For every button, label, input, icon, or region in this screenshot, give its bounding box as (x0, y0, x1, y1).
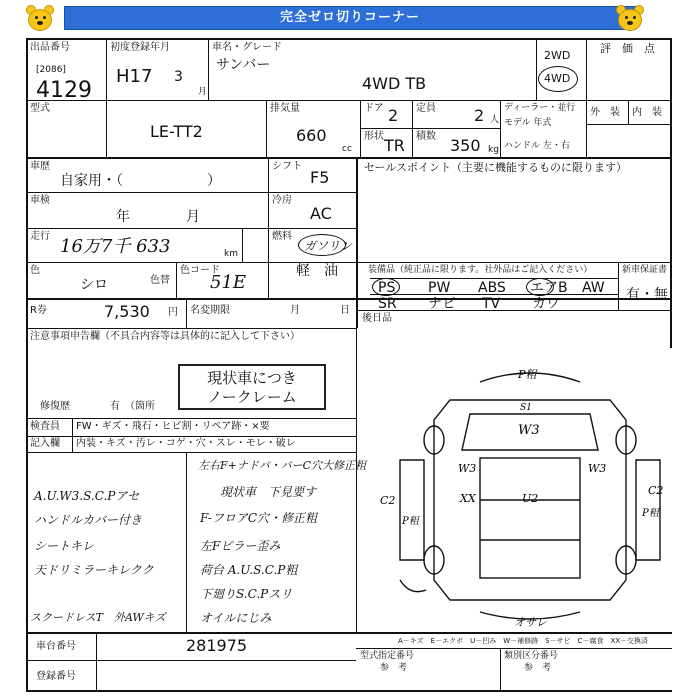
class-number-label: 類別区分番号 (504, 651, 559, 661)
banner-title: 完全ゼロ切りコーナー (64, 6, 636, 30)
damage-legend: A－キズ E－エクボ U－凹み W－補修跡 S－サビ C－腐食 XX－交換済 (398, 637, 649, 645)
lot-sub: [2086] (36, 65, 66, 75)
bear-mascot-icon (24, 3, 56, 33)
stamp-line-2: ノークレーム (207, 388, 297, 406)
shift-value: F5 (310, 168, 330, 187)
repair-label: 修復歴 (40, 401, 70, 412)
bear-mascot-icon (614, 3, 646, 33)
spec-number-label: 型式指定番号 (360, 651, 415, 661)
equip-airbag: エアB (530, 280, 568, 296)
equip-abs: ABS (478, 280, 506, 296)
shape-value: TR (384, 136, 405, 155)
handwritten-note: シートキレ (34, 539, 94, 553)
price-unit: 円 (168, 307, 178, 318)
diagram-label-w3: W3 (518, 423, 540, 438)
inspector-label: 検査員 (30, 421, 60, 432)
color-code-value: 51E (210, 272, 247, 293)
load-label: 積数 (416, 131, 436, 142)
reg-label: 初度登録年月 (110, 42, 170, 53)
reg-month: 3 (174, 69, 183, 85)
drive-label: 2WD (544, 49, 571, 62)
handwritten-note: F-フロアC穴・修正粗 (200, 511, 318, 525)
handwritten-note: 天ドリミラーキレクク (34, 563, 154, 577)
diagram-label-w3: W3 (458, 462, 477, 475)
load-unit: kg (488, 145, 499, 155)
handwritten-note: 荷台 A.U.S.C.P粗 (200, 563, 298, 577)
diagram-label-u2: U2 (522, 492, 539, 505)
lot-number: 4129 (36, 78, 92, 103)
no-claim-stamp (178, 364, 326, 410)
equip-airbag-circle (526, 278, 554, 296)
fuel-gas: ガソリン (304, 239, 353, 253)
mileage-unit: km (224, 249, 238, 259)
car-damage-diagram (380, 360, 670, 630)
color-code-label: 色コード (180, 265, 220, 276)
handwritten-note: 左右F+ナドパ・バーC穴大修正粗 (198, 459, 367, 472)
spec-ref-label: 参 考 (380, 663, 408, 673)
warranty-label: 新車保証書 (622, 265, 668, 275)
handwritten-note: ハンドルカバー付き (34, 513, 143, 527)
color-change-label: 色替 (150, 275, 170, 286)
mileage-label: 走行 (30, 231, 50, 242)
reg-month-unit: 月 (198, 87, 208, 97)
diagram-label-w3: W3 (588, 462, 607, 475)
equipment-label: 装備品（純正品に限ります。社外品はご記入ください） (368, 265, 593, 275)
change-month: 月 (290, 305, 300, 316)
history-label: 車歴 (30, 161, 50, 172)
inspection-label: 車検 (30, 195, 50, 206)
drive-value: 4WD (544, 72, 571, 85)
dealer-label: ディーラー・並行 (504, 103, 576, 113)
class-ref-label: 参 考 (524, 663, 552, 673)
equip-ps-circle (372, 278, 400, 296)
capacity-label: 定員 (416, 103, 436, 114)
handwritten-note: 下廻りS.C.Pスリ (200, 587, 293, 601)
history-value: 自家用・（ ） (60, 173, 221, 189)
price-value: 7,530 (104, 302, 150, 321)
handwritten-note: 左Fピラー歪み (200, 539, 281, 553)
mileage-value: 16万7千 633 (60, 236, 171, 257)
diagram-label-bottom: オサレ (514, 616, 547, 629)
inspection-month: 月 (186, 209, 200, 225)
diagram-label-c2-right: C2 (648, 484, 664, 497)
inspector-items: FW・ギズ・飛石・ヒビ割・リペア跡・×要 (76, 421, 270, 432)
handle-label: ハンドル 左・右 (504, 141, 570, 151)
plate-label: 登録番号 (36, 671, 76, 682)
fuel-diesel: 軽 油 (296, 263, 338, 279)
displacement-value: 660 (296, 126, 327, 145)
color-label: 色 (30, 265, 40, 276)
cargo-bed (480, 458, 580, 578)
shift-label: シフト (272, 161, 302, 172)
diagram-label-c2-left: C2 (380, 494, 396, 507)
equip-tv: TV (482, 296, 501, 312)
ac-label: 冷房 (272, 195, 292, 206)
sales-point-label: セールスポイント（主要に機能するものに限ります） (364, 161, 628, 174)
model-year-label: モデル 年式 (504, 118, 552, 128)
mirror-outline (400, 580, 426, 592)
diagram-label-s1: S1 (520, 403, 532, 413)
score-interior-label: 内 装 (632, 107, 662, 118)
change-day: 日 (340, 305, 350, 316)
handwritten-note: A.U.W3.S.C.Pアセ (34, 489, 140, 503)
capacity-value: 2 (474, 106, 485, 125)
handwritten-note: スクードレスT 外AWキズ (30, 611, 166, 624)
load-value: 350 (450, 136, 481, 155)
displacement-unit: cc (342, 144, 352, 154)
equip-navi: ナビ (428, 296, 456, 312)
chassis-label: 車台番号 (36, 641, 76, 652)
score-label: 評 価 点 (600, 42, 655, 55)
diagram-label-p-right: P粗 (642, 508, 659, 519)
car-name: サンバー (216, 57, 271, 73)
color-value: シロ (80, 277, 108, 293)
left-side-outline (400, 460, 424, 560)
equip-leather: カワ (532, 296, 560, 312)
handwritten-note: オイルにじみ (200, 611, 272, 625)
fuel-label: 燃料 (272, 231, 292, 242)
warranty-value: 有・無 (626, 287, 668, 303)
diagram-label-p-left: P粗 (402, 516, 419, 527)
repair-value: 有 （箇所 (110, 401, 155, 412)
score-exterior-label: 外 装 (590, 107, 620, 118)
diagram-label-xx: XX (460, 492, 476, 505)
model-label: 型式 (30, 103, 50, 114)
entry-items: 内装・キズ・汚レ・コゲ・穴・スレ・モレ・破レ (76, 438, 296, 449)
entry-label: 記入欄 (30, 438, 60, 449)
model-value: LE-TT2 (150, 122, 203, 141)
chassis-value: 281975 (186, 636, 248, 655)
inspection-year: 年 (116, 209, 130, 225)
price-label: R券 (30, 305, 47, 316)
ac-value: AC (310, 204, 332, 223)
change-deadline-label: 名変期限 (190, 305, 230, 316)
diagram-label-top: P粗 (518, 368, 537, 381)
notice-label: 注意事項申告欄（不具合内容等は具体的に記入して下さい） (30, 331, 300, 342)
capacity-unit: 人 (490, 115, 500, 125)
displacement-label: 排気量 (270, 103, 300, 114)
equip-aw: AW (582, 280, 605, 296)
equip-pw: PW (428, 280, 451, 296)
doors-label: ドア (364, 103, 384, 114)
name-label: 車名・グレード (212, 42, 282, 53)
grade: 4WD TB (362, 74, 427, 93)
stamp-line-1: 現状車につき (207, 369, 297, 387)
equip-sr: SR (378, 296, 397, 312)
handwritten-note: 現状車 下見要す (220, 485, 317, 499)
reg-era: H17 (116, 66, 153, 87)
lot-label: 出品番号 (30, 42, 70, 53)
later-items-label: 後日品 (362, 313, 392, 324)
equip-ps: PS (378, 280, 396, 296)
shape-label: 形状 (364, 131, 384, 142)
doors-value: 2 (388, 106, 399, 125)
